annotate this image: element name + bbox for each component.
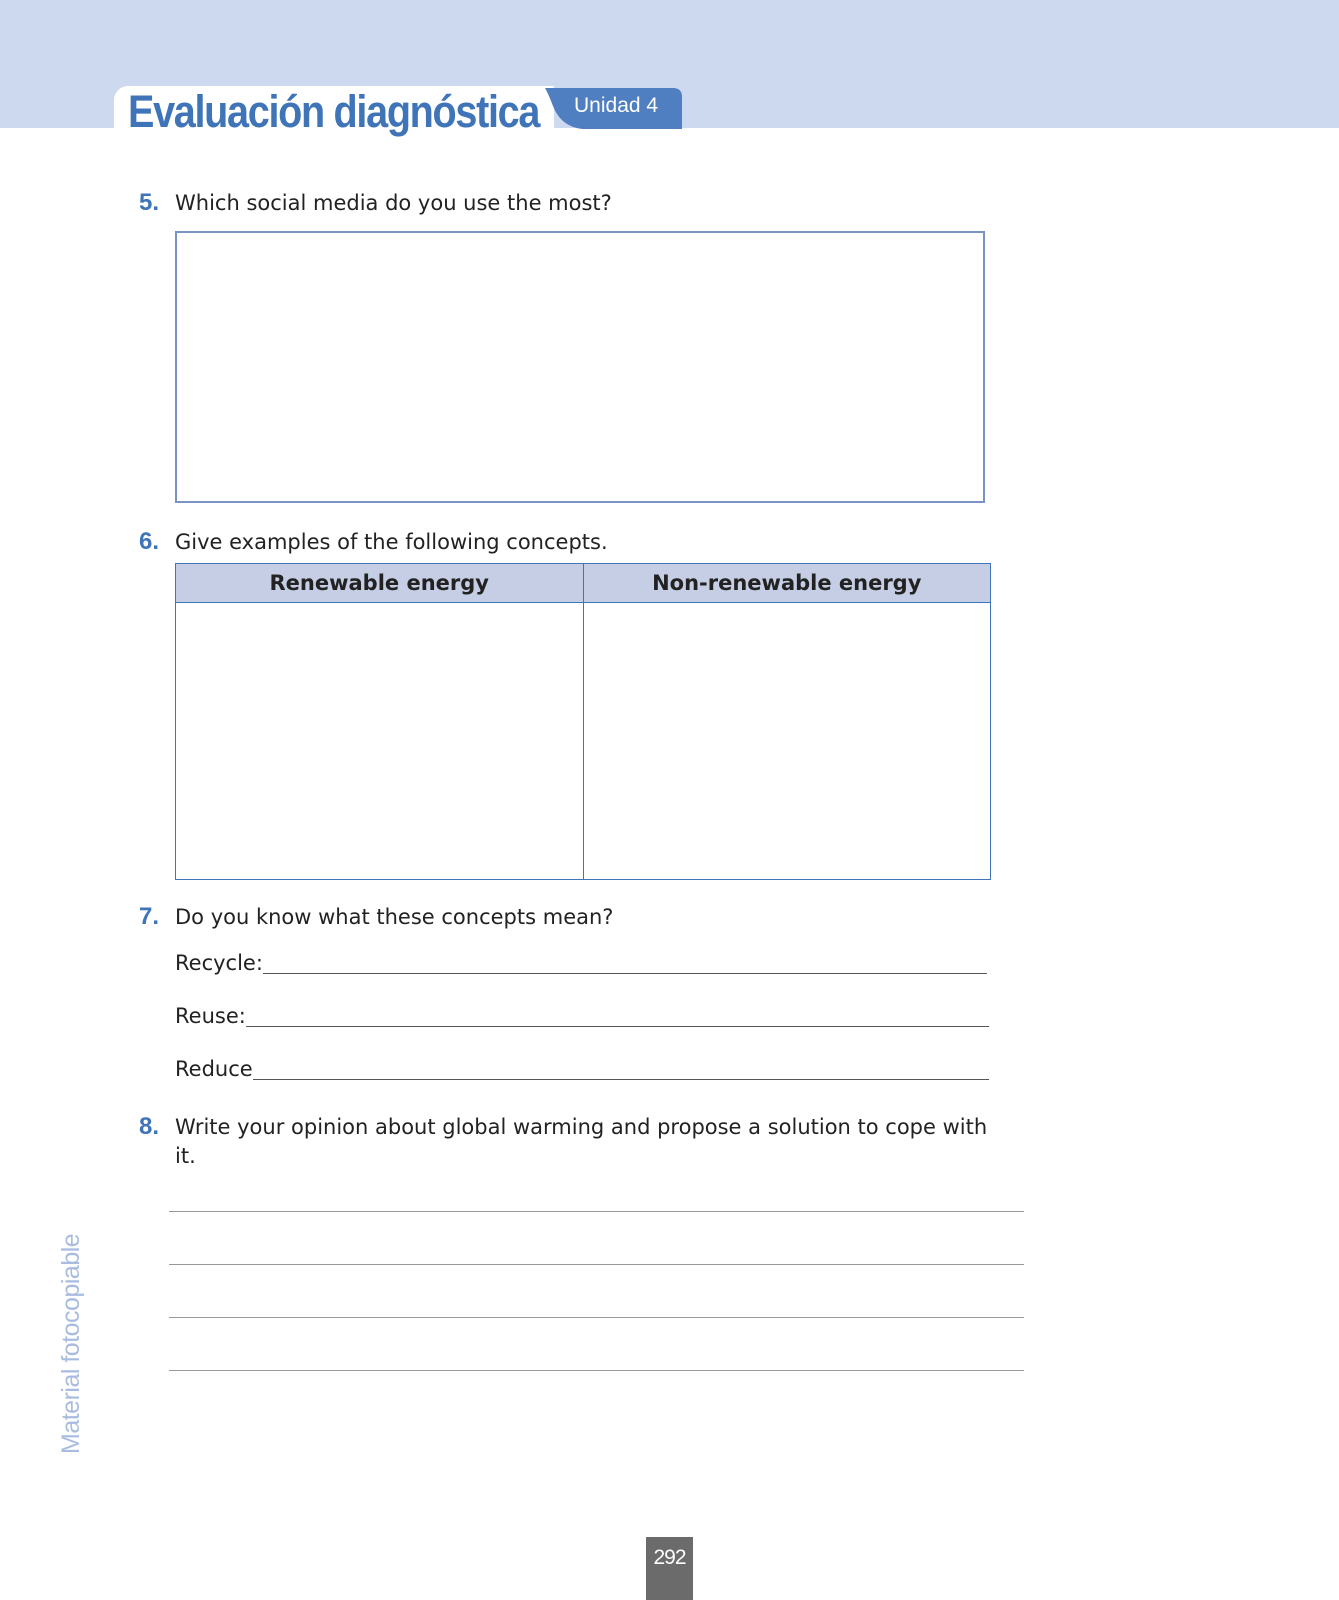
definition-label: Reuse: xyxy=(175,1004,246,1028)
writing-line[interactable] xyxy=(169,1317,1024,1318)
question-5 xyxy=(139,189,612,217)
definition-reduce xyxy=(175,1052,989,1082)
column-header-renewable: Renewable energy xyxy=(176,564,584,603)
column-header-non-renewable: Non-renewable energy xyxy=(583,564,991,603)
unit-badge-label: Unidad 4 xyxy=(574,94,659,117)
definition-answer-line[interactable] xyxy=(253,1079,989,1080)
definition-label: Reduce xyxy=(175,1057,253,1081)
question-number: 5. xyxy=(139,189,160,216)
question-text: Do you know what these concepts mean? xyxy=(175,905,614,929)
question-text: Give examples of the following concepts. xyxy=(175,530,608,554)
definition-label: Recycle: xyxy=(175,951,263,975)
definition-answer-line[interactable] xyxy=(263,973,987,974)
writing-line[interactable] xyxy=(169,1370,1024,1371)
question-number: 6. xyxy=(139,528,160,555)
question-7 xyxy=(139,903,613,931)
energy-examples-table xyxy=(175,563,991,880)
question-number: 7. xyxy=(139,903,160,930)
answer-box-social-media[interactable] xyxy=(175,231,985,503)
non-renewable-answer-cell[interactable] xyxy=(583,603,991,880)
table-header-row xyxy=(176,564,991,603)
definition-reuse xyxy=(175,999,989,1029)
writing-line[interactable] xyxy=(169,1211,1024,1212)
question-text: Which social media do you use the most? xyxy=(175,191,612,215)
photocopiable-label: Material fotocopiable xyxy=(57,1233,85,1454)
page-number: 292 xyxy=(646,1537,693,1600)
definition-recycle xyxy=(175,946,987,976)
definition-answer-line[interactable] xyxy=(246,1026,989,1027)
question-text: Write your opinion about global warming and propose a solution to cope with it. xyxy=(175,1115,988,1168)
writing-line[interactable] xyxy=(169,1264,1024,1265)
unit-badge xyxy=(545,88,682,129)
table-row xyxy=(176,603,991,880)
page-title: Evaluación diagnóstica xyxy=(128,86,540,137)
question-8-number-wrap xyxy=(139,1113,175,1141)
question-number: 8. xyxy=(139,1113,160,1140)
renewable-answer-cell[interactable] xyxy=(176,603,584,880)
question-6 xyxy=(139,528,608,556)
